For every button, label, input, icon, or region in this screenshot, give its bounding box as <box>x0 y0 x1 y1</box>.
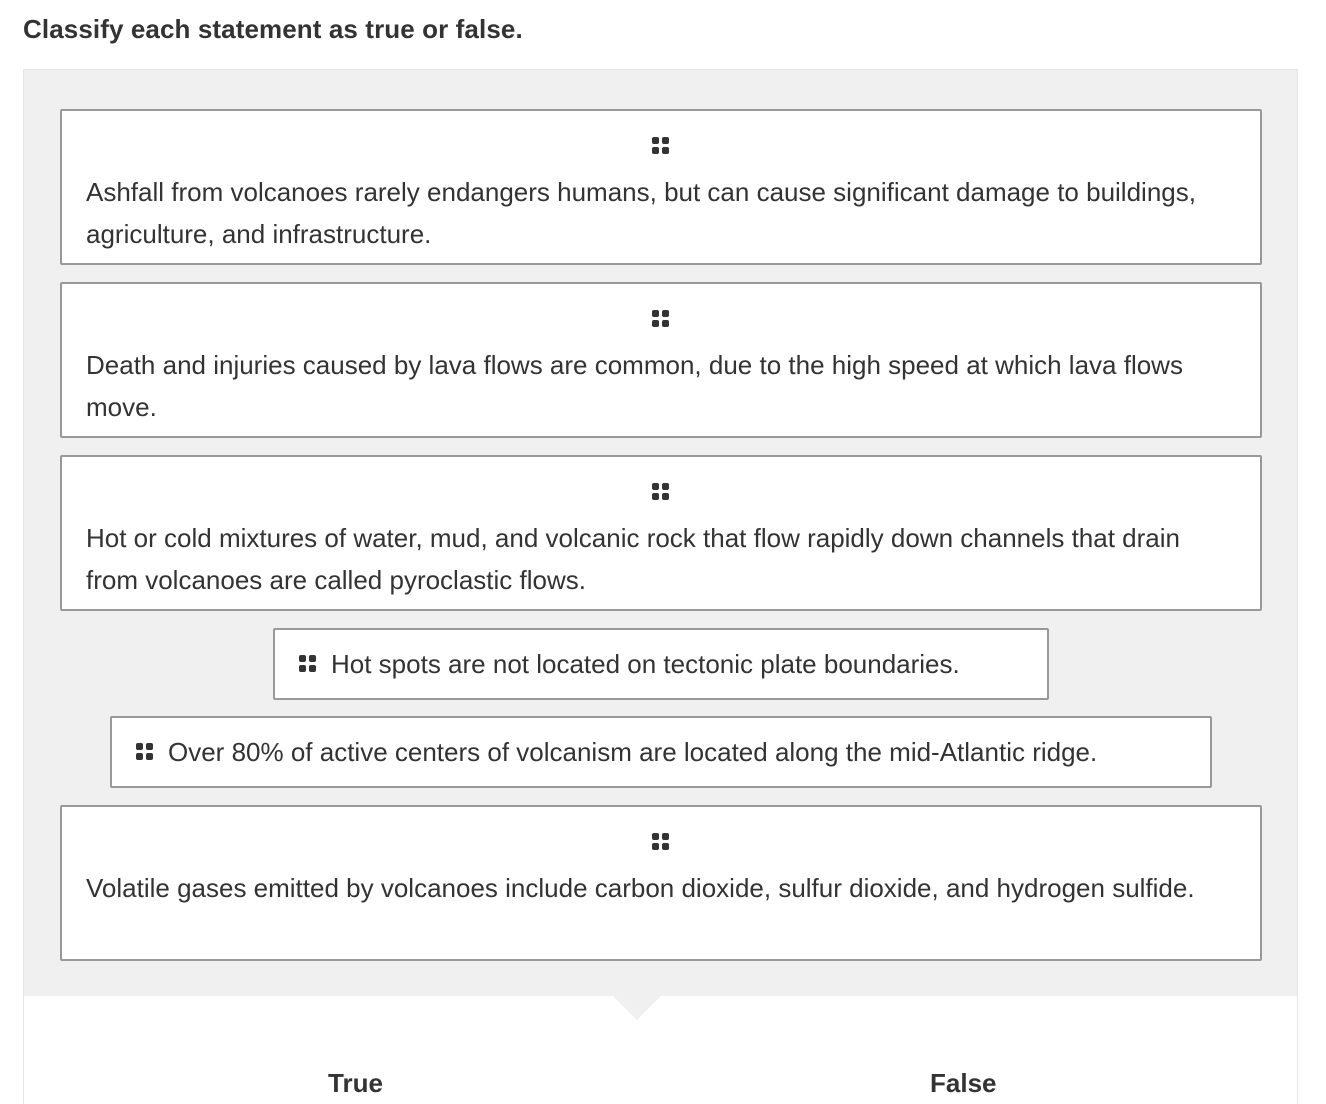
statement-text: Hot or cold mixtures of water, mud, and volcanic rock that flow rapidly down channels that drain from volcanoes are called pyroclastic flows. <box>86 523 1180 595</box>
statement-card[interactable] <box>60 455 1262 611</box>
statement-text: Volatile gases emitted by volcanoes include carbon dioxide, sulfur dioxide, and hydrogen sulfide. <box>86 873 1195 903</box>
statement-text: Over 80% of active centers of volcanism are located along the mid-Atlantic ridge. <box>168 736 1098 767</box>
drag-grip-icon[interactable] <box>299 655 317 673</box>
statement-card[interactable] <box>60 805 1262 961</box>
statement-text: Hot spots are not located on tectonic plate boundaries. <box>331 648 960 679</box>
instruction-heading: Classify each statement as true or false. <box>23 14 523 44</box>
drag-grip-icon[interactable] <box>652 310 670 328</box>
statement-text: Ashfall from volcanoes rarely endangers humans, but can cause significant damage to buildings, agriculture, and infrastructure. <box>86 177 1196 249</box>
statement-card[interactable] <box>60 282 1262 438</box>
drag-grip-icon[interactable] <box>136 743 154 761</box>
statement-card[interactable] <box>273 628 1049 700</box>
statement-card[interactable] <box>110 716 1212 788</box>
false-bin-label: False <box>930 1068 997 1098</box>
drag-grip-icon[interactable] <box>652 483 670 501</box>
drag-grip-icon[interactable] <box>652 833 670 851</box>
statement-card[interactable] <box>60 109 1262 265</box>
drag-grip-icon[interactable] <box>652 137 670 155</box>
pool-pointer-notch <box>613 996 661 1020</box>
true-bin-label: True <box>328 1068 383 1098</box>
statement-text: Death and injuries caused by lava flows are common, due to the high speed at which lava flows move. <box>86 350 1183 422</box>
